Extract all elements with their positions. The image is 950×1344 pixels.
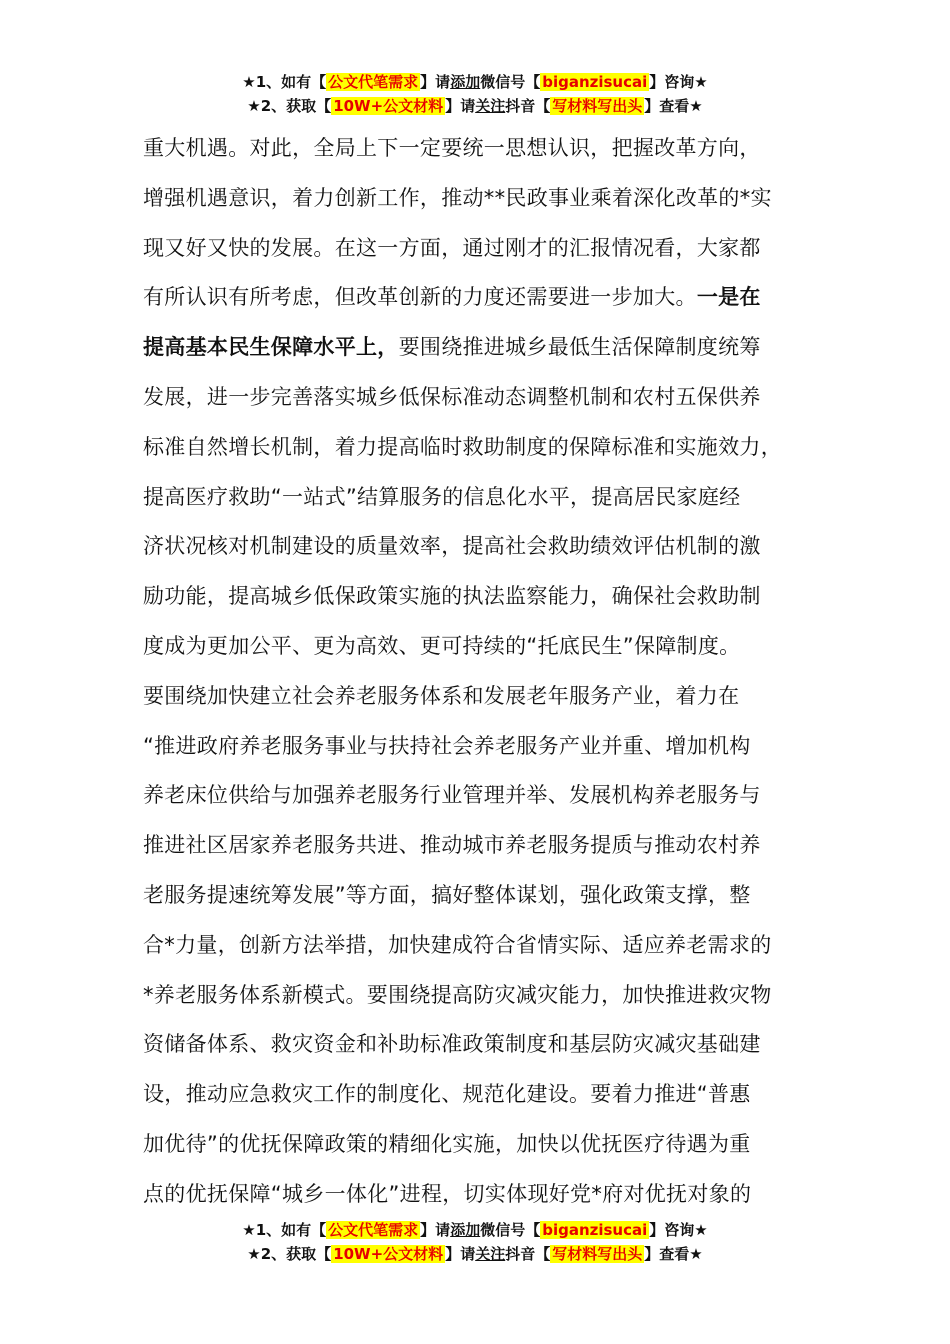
- text-line: 励功能，提高城乡低保政策实施的执法监察能力，确保社会救助制: [143, 584, 761, 609]
- text-line: 加优待”的优抚保障政策的精细化实施，加快以优抚医疗待遇为重: [143, 1131, 751, 1156]
- highlight-ghostwriting: 公文代笔需求: [328, 73, 419, 91]
- highlight-wechat-id: biganzisucai: [542, 1221, 648, 1239]
- text-line: 要围绕加快建立社会养老服务体系和发展老年服务产业，着力在: [143, 683, 740, 708]
- text-line: 增强机遇意识，着力创新工作，推动**民政事业乘着深化改革的*实: [143, 185, 772, 210]
- highlight-douyin: 写材料写出头: [552, 1245, 643, 1263]
- text-line: 合*力量，创新方法举措，加快建成符合省情实际、适应养老需求的: [143, 932, 772, 957]
- text-line: 有所认识有所考虑，但改革创新的力度还需要进一步加大。一是在: [143, 285, 761, 310]
- header-banner: [0, 70, 950, 118]
- text-line: 老服务提速统筹发展”等方面，搞好整体谋划，强化政策支撑，整: [143, 882, 751, 907]
- header-line-1: ★1、如有【 公文代笔需求 】请添加微信号【 biganzisucai 】咨询★: [242, 73, 708, 91]
- highlight-wechat-id: biganzisucai: [542, 73, 648, 91]
- bold-lead-in: 一是在: [696, 285, 761, 310]
- header-line-2: ★2、获取【 10W+公文材料 】请关注抖音【 写材料写出头 】查看★: [247, 97, 703, 115]
- footer-line-2: ★2、获取【 10W+公文材料 】请关注抖音【 写材料写出头 】查看★: [247, 1245, 703, 1263]
- document-body: [143, 124, 833, 1220]
- text-line: 度成为更加公平、更为高效、更可持续的“托底民生”保障制度。: [143, 633, 741, 658]
- text-line: 济状况核对机制建设的质量效率，提高社会救助绩效评估机制的激: [143, 534, 761, 559]
- footer-banner: [0, 1218, 950, 1266]
- text-line: 重大机遇。对此，全局上下一定要统一思想认识，把握改革方向，: [143, 136, 761, 160]
- text-line: 资储备体系、救灾资金和补助标准政策制度和基层防灾减灾基础建: [143, 1032, 761, 1057]
- bold-lead-in: 提高基本民生保障水平上，: [143, 335, 399, 360]
- text-line: “推进政府养老服务事业与扶持社会养老服务产业并重、增加机构: [143, 733, 751, 758]
- highlight-materials: 10W+公文材料: [333, 97, 444, 115]
- text-line: 点的优抚保障“城乡一体化”进程，切实体现好党*府对优抚对象的: [143, 1181, 752, 1206]
- highlight-materials: 10W+公文材料: [333, 1245, 444, 1263]
- text-line: 养老床位供给与加强养老服务行业管理并举、发展机构养老服务与: [143, 783, 761, 808]
- highlight-douyin: 写材料写出头: [552, 97, 643, 115]
- text-line: 提高医疗救助“一站式”结算服务的信息化水平，提高居民家庭经: [143, 484, 741, 509]
- text-line: 发展，进一步完善落实城乡低保标准动态调整机制和农村五保供养: [143, 384, 761, 409]
- text-line: 提高基本民生保障水平上，要围绕推进城乡最低生活保障制度统筹: [143, 335, 761, 360]
- text-line: 标准自然增长机制，着力提高临时救助制度的保障标准和实施效力，: [143, 434, 782, 459]
- text-line: 设，推动应急救灾工作的制度化、规范化建设。要着力推进“普惠: [143, 1082, 751, 1107]
- highlight-ghostwriting: 公文代笔需求: [328, 1221, 419, 1239]
- text-line: *养老服务体系新模式。要围绕提高防灾减灾能力，加快推进救灾物: [143, 982, 772, 1007]
- footer-line-1: ★1、如有【 公文代笔需求 】请添加微信号【 biganzisucai 】咨询★: [242, 1221, 708, 1239]
- text-line: 推进社区居家养老服务共进、推动城市养老服务提质与推动农村养: [143, 833, 761, 858]
- text-line: 现又好又快的发展。在这一方面，通过刚才的汇报情况看，大家都: [143, 235, 761, 260]
